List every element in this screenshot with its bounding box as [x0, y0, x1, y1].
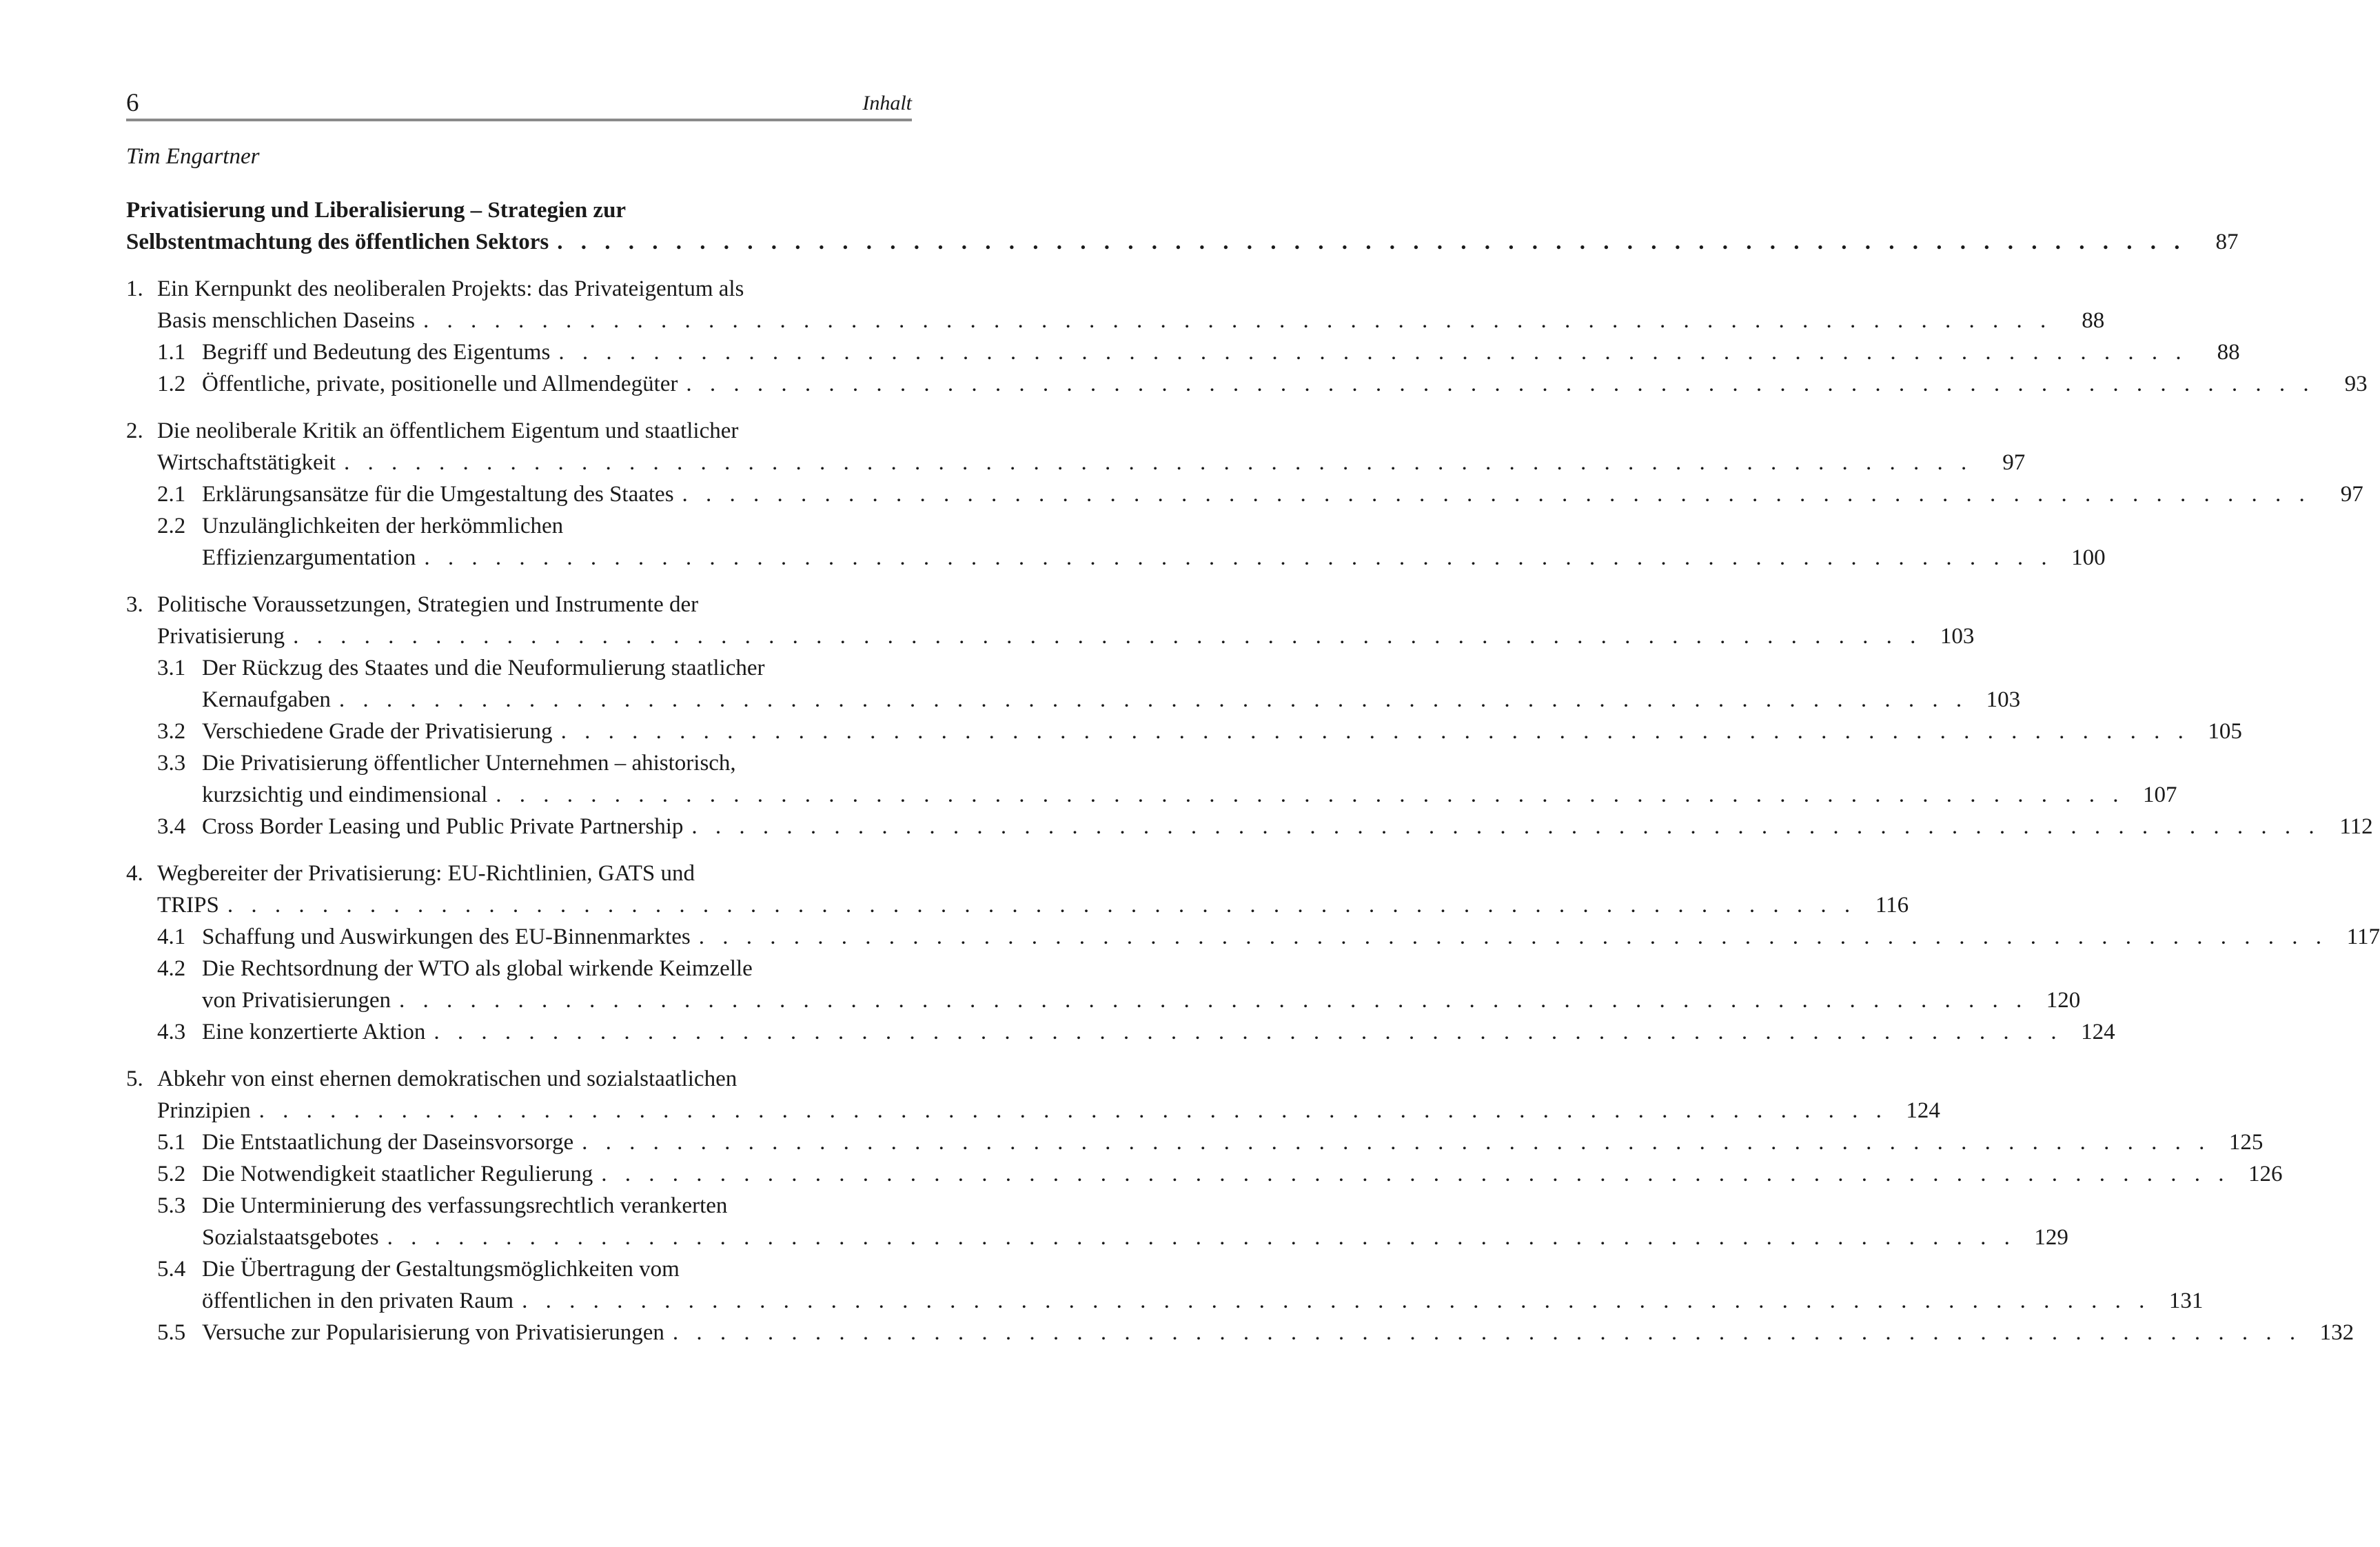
section-title-text: Basis menschlichen Daseins: [157, 308, 415, 333]
subsection-number: 4.3: [157, 1020, 186, 1044]
subsection-title-text: Eine konzertierte Aktion: [202, 1020, 426, 1044]
subsection-title-text: Die Unterminierung des verfassungsrechtlich verankerten: [202, 1193, 728, 1218]
dot-leader: . . . . . . . . . . . . . . . . . . . . . . . . . . . . . . . . . . . . . . . . . . . . . . . . . . . . . . . . . . . . . . . . . . . . .: [424, 545, 2053, 570]
subsection-number: 2.2: [157, 514, 186, 538]
subsection-entry[interactable]: [126, 368, 2368, 400]
section-entry-continued[interactable]: [126, 620, 1975, 652]
subsection-entry[interactable]: [126, 510, 912, 542]
subsection-number: 3.4: [157, 814, 186, 839]
section-entry[interactable]: [126, 858, 912, 889]
section-list: [126, 273, 2380, 1348]
subsection-title-text: Unzulänglichkeiten der herkömmlichen: [202, 514, 564, 538]
subsection-number: 1.2: [157, 372, 186, 396]
page-ref: 124: [1906, 1098, 1940, 1123]
section-title-text: Wirtschaftstätigkeit: [157, 450, 336, 475]
section-entry[interactable]: [126, 589, 912, 620]
dot-leader: . . . . . . . . . . . . . . . . . . . . . . . . . . . . . . . . . . . . . . . . . . . . . . . . . . . . . . . . . . . . . . . . . . . . .: [227, 893, 1857, 918]
subsection-entry-continued[interactable]: [126, 684, 2021, 716]
page-ref: 93: [2344, 372, 2368, 396]
toc-section: [126, 415, 2363, 574]
subsection-title-text: Der Rückzug des Staates und die Neuformulierung staatlicher: [202, 656, 765, 680]
subsection-entry[interactable]: [126, 652, 912, 684]
page-ref: 100: [2071, 545, 2106, 570]
subsection-title-text: Erklärungsansätze für die Umgestaltung des Staates: [202, 482, 674, 507]
subsection-title-text: Die Privatisierung öffentlicher Unternehmen – ahistorisch,: [202, 751, 736, 776]
section-entry[interactable]: [126, 273, 912, 305]
subsection-title-text: von Privatisierungen: [202, 988, 391, 1013]
subsection-entry-continued[interactable]: [126, 779, 2177, 811]
toc-section: [126, 589, 2373, 842]
subsection-entry[interactable]: [126, 1190, 912, 1222]
subsection-title-text: kurzsichtig und eindimensional: [202, 782, 488, 807]
page-ref: 126: [2248, 1162, 2283, 1186]
subsection-title-text: Schaffung und Auswirkungen des EU-Binnenmarktes: [202, 924, 691, 949]
page-ref: 88: [2217, 340, 2240, 365]
section-title-text: Ein Kernpunkt des neoliberalen Projekts: das Privateigentum als: [157, 276, 744, 301]
section-entry-continued[interactable]: [126, 1095, 1940, 1126]
subsection-title-text: Verschiedene Grade der Privatisierung: [202, 719, 553, 744]
toc-section: [126, 1063, 2354, 1348]
section-entry-continued[interactable]: [126, 305, 2105, 336]
dot-leader: . . . . . . . . . . . . . . . . . . . . . . . . . . . . . . . . . . . . . . . . . . . . . . . . . . . . . . . . . . . . . . . . . . . . .: [557, 230, 2186, 254]
subsection-number: 2.1: [157, 482, 186, 507]
page-ref: 88: [2082, 308, 2105, 333]
dot-leader: . . . . . . . . . . . . . . . . . . . . . . . . . . . . . . . . . . . . . . . . . . . . . . . . . . . . . . . . . . . . . . . . . . . . .: [496, 782, 2125, 807]
subsection-entry[interactable]: [126, 921, 2380, 953]
dot-leader: . . . . . . . . . . . . . . . . . . . . . . . . . . . . . . . . . . . . . . . . . . . . . . . . . . . . . . . . . . . . . . . . . . . . .: [601, 1162, 2230, 1186]
subsection-entry[interactable]: [126, 1317, 2354, 1348]
dot-leader: . . . . . . . . . . . . . . . . . . . . . . . . . . . . . . . . . . . . . . . . . . . . . . . . . . . . . . . . . . . . . . . . . . . . .: [672, 1320, 2302, 1345]
subsection-entry[interactable]: [126, 953, 912, 984]
dot-leader: . . . . . . . . . . . . . . . . . . . . . . . . . . . . . . . . . . . . . . . . . . . . . . . . . . . . . . . . . . . . . . . . . . . . .: [682, 482, 2311, 507]
subsection-number: 5.5: [157, 1320, 186, 1345]
author-name: Tim Engartner: [126, 144, 260, 169]
section-number: 3.: [126, 592, 143, 617]
subsection-entry[interactable]: [126, 747, 912, 779]
section-title-text: TRIPS: [157, 893, 219, 918]
subsection-number: 5.2: [157, 1162, 186, 1186]
page-ref: 116: [1875, 893, 1909, 918]
running-head-title: Inhalt: [862, 92, 912, 114]
section-title-text: Abkehr von einst ehernen demokratischen und sozialstaatlichen: [157, 1066, 738, 1091]
subsection-number: 5.3: [157, 1193, 186, 1218]
dot-leader: . . . . . . . . . . . . . . . . . . . . . . . . . . . . . . . . . . . . . . . . . . . . . . . . . . . . . . . . . . . . . . . . . . . . .: [293, 624, 1922, 649]
page-ref: 103: [1940, 624, 1975, 649]
subsection-entry-continued[interactable]: [126, 1222, 2068, 1253]
subsection-number: 4.1: [157, 924, 186, 949]
subsection-title-text: Versuche zur Popularisierung von Privatisierungen: [202, 1320, 664, 1345]
subsection-entry-continued[interactable]: [126, 542, 2106, 574]
subsection-entry[interactable]: [126, 1016, 2115, 1048]
section-title-text: Prinzipien: [157, 1098, 251, 1123]
toc-content: [126, 141, 2380, 1348]
chapter-title-line: [126, 226, 2239, 258]
page-ref: 129: [2034, 1225, 2068, 1250]
header-rule: [126, 119, 912, 121]
subsection-title-text: Öffentliche, private, positionelle und Allmendegüter: [202, 372, 678, 396]
subsection-number: 4.2: [157, 956, 186, 981]
dot-leader: . . . . . . . . . . . . . . . . . . . . . . . . . . . . . . . . . . . . . . . . . . . . . . . . . . . . . . . . . . . . . . . . . . . . .: [258, 1098, 1888, 1123]
toc-section: [126, 858, 2380, 1048]
dot-leader: . . . . . . . . . . . . . . . . . . . . . . . . . . . . . . . . . . . . . . . . . . . . . . . . . . . . . . . . . . . . . . . . . . . . .: [691, 814, 2321, 839]
subsection-title-text: Cross Border Leasing und Public Private Partnership: [202, 814, 684, 839]
chapter-entry[interactable]: [126, 194, 2239, 258]
subsection-title-text: Effizienzargumentation: [202, 545, 416, 570]
subsection-title-text: Kernaufgaben: [202, 687, 331, 712]
dot-leader: . . . . . . . . . . . . . . . . . . . . . . . . . . . . . . . . . . . . . . . . . . . . . . . . . . . . . . . . . . . . . . . . . . . . .: [434, 1020, 2063, 1044]
page-ref: 87: [2215, 230, 2239, 254]
page-ref: 97: [2002, 450, 2026, 475]
chapter-title-text: Selbstentmachtung des öffentlichen Sektors: [126, 230, 549, 254]
page-ref: 97: [2340, 482, 2363, 507]
subsection-title-text: Sozialstaatsgebotes: [202, 1225, 379, 1250]
dot-leader: . . . . . . . . . . . . . . . . . . . . . . . . . . . . . . . . . . . . . . . . . . . . . . . . . . . . . . . . . . . . . . . . . . . . .: [343, 450, 1973, 475]
section-title-text: Politische Voraussetzungen, Strategien und Instrumente der: [157, 592, 699, 617]
subsection-entry-continued[interactable]: [126, 1285, 2204, 1317]
subsection-title-text: Die Übertragung der Gestaltungsmöglichkeiten vom: [202, 1257, 680, 1282]
subsection-title-text: Die Entstaatlichung der Daseinsvorsorge: [202, 1130, 574, 1155]
section-number: 1.: [126, 276, 143, 301]
section-title-text: Die neoliberale Kritik an öffentlichem Eigentum und staatlicher: [157, 418, 739, 443]
section-entry-continued[interactable]: [126, 447, 2026, 478]
page-ref: 117: [2346, 924, 2380, 949]
section-entry[interactable]: [126, 415, 912, 447]
section-number: 4.: [126, 861, 143, 886]
dot-leader: . . . . . . . . . . . . . . . . . . . . . . . . . . . . . . . . . . . . . . . . . . . . . . . . . . . . . . . . . . . . . . . . . . . . .: [338, 687, 1969, 712]
running-head: [126, 81, 912, 120]
subsection-number: 3.2: [157, 719, 186, 744]
dot-leader: . . . . . . . . . . . . . . . . . . . . . . . . . . . . . . . . . . . . . . . . . . . . . . . . . . . . . . . . . . . . . . . . . . . . .: [560, 719, 2190, 744]
section-title-text: Privatisierung: [157, 624, 285, 649]
dot-leader: . . . . . . . . . . . . . . . . . . . . . . . . . . . . . . . . . . . . . . . . . . . . . . . . . . . . . . . . . . . . . . . . . . . . .: [522, 1288, 2151, 1313]
chapter-title-line: [126, 194, 912, 226]
dot-leader: . . . . . . . . . . . . . . . . . . . . . . . . . . . . . . . . . . . . . . . . . . . . . . . . . . . . . . . . . . . . . . . . . . . . .: [582, 1130, 2211, 1155]
section-entry-continued[interactable]: [126, 889, 1909, 921]
subsection-entry[interactable]: [126, 1126, 2264, 1158]
page-ref: 120: [2046, 988, 2081, 1013]
dot-leader: . . . . . . . . . . . . . . . . . . . . . . . . . . . . . . . . . . . . . . . . . . . . . . . . . . . . . . . . . . . . . . . . . . . . .: [399, 988, 2028, 1013]
page-ref: 125: [2228, 1130, 2264, 1155]
subsection-entry[interactable]: [126, 716, 2242, 747]
subsection-title-text: öffentlichen in den privaten Raum: [202, 1288, 514, 1313]
subsection-number: 5.1: [157, 1130, 186, 1155]
section-title-text: Wegbereiter der Privatisierung: EU-Richtlinien, GATS und: [157, 861, 695, 886]
subsection-entry[interactable]: [126, 1253, 912, 1285]
section-number: 2.: [126, 418, 143, 443]
dot-leader: . . . . . . . . . . . . . . . . . . . . . . . . . . . . . . . . . . . . . . . . . . . . . . . . . . . . . . . . . . . . . . . . . . . . .: [558, 340, 2188, 365]
subsection-number: 3.1: [157, 656, 186, 680]
subsection-entry[interactable]: [126, 811, 2373, 842]
subsection-title-text: Die Notwendigkeit staatlicher Regulierung: [202, 1162, 593, 1186]
page-ref: 107: [2143, 782, 2177, 807]
subsection-number: 3.3: [157, 751, 186, 776]
subsection-title-text: Begriff und Bedeutung des Eigentums: [202, 340, 551, 365]
page-ref: 112: [2339, 814, 2373, 839]
subsection-number: 5.4: [157, 1257, 186, 1282]
dot-leader: . . . . . . . . . . . . . . . . . . . . . . . . . . . . . . . . . . . . . . . . . . . . . . . . . . . . . . . . . . . . . . . . . . . . .: [686, 372, 2315, 396]
section-number: 5.: [126, 1066, 143, 1091]
page-ref: 124: [2081, 1020, 2115, 1044]
dot-leader: . . . . . . . . . . . . . . . . . . . . . . . . . . . . . . . . . . . . . . . . . . . . . . . . . . . . . . . . . . . . . . . . . . . . .: [423, 308, 2053, 333]
page-number: 6: [126, 89, 139, 117]
subsection-entry[interactable]: [126, 336, 2240, 368]
toc-section: [126, 273, 2368, 400]
page-ref: 103: [1986, 687, 2021, 712]
subsection-number: 1.1: [157, 340, 186, 365]
page-ref: 105: [2208, 719, 2242, 744]
subsection-entry[interactable]: [126, 478, 2363, 510]
chapter-title-text: Privatisierung und Liberalisierung – Strategien zur: [126, 198, 627, 223]
page-ref: 132: [2319, 1320, 2354, 1345]
section-entry[interactable]: [126, 1063, 912, 1095]
dot-leader: . . . . . . . . . . . . . . . . . . . . . . . . . . . . . . . . . . . . . . . . . . . . . . . . . . . . . . . . . . . . . . . . . . . . .: [698, 924, 2328, 949]
subsection-title-text: Die Rechtsordnung der WTO als global wirkende Keimzelle: [202, 956, 753, 981]
subsection-entry[interactable]: [126, 1158, 2283, 1190]
page-ref: 131: [2168, 1288, 2204, 1313]
subsection-entry-continued[interactable]: [126, 984, 2081, 1016]
dot-leader: . . . . . . . . . . . . . . . . . . . . . . . . . . . . . . . . . . . . . . . . . . . . . . . . . . . . . . . . . . . . . . . . . . . . .: [387, 1225, 2016, 1250]
